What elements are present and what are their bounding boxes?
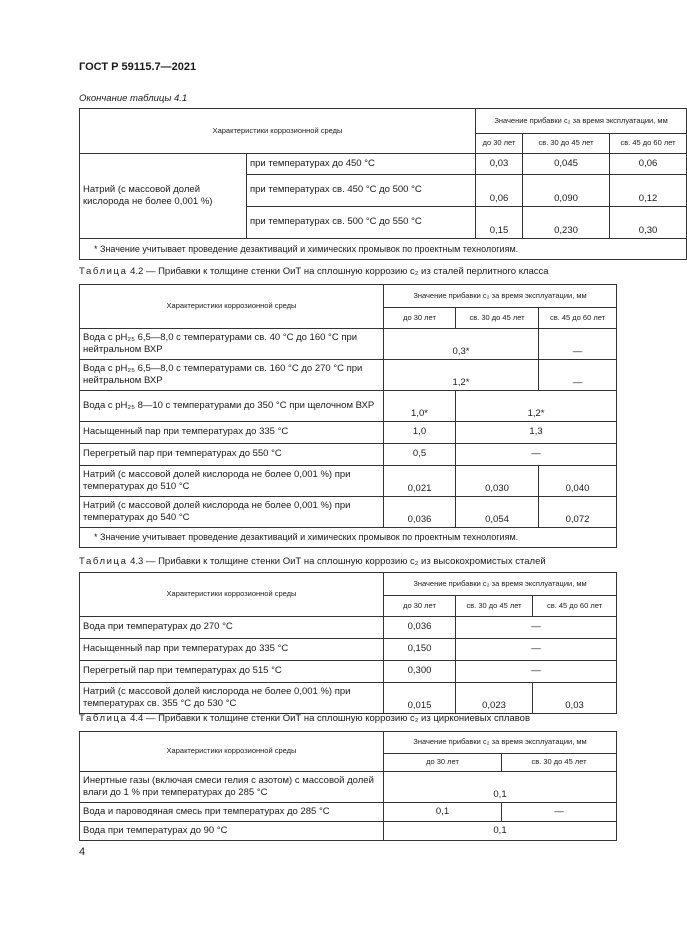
table-cell-value: 0,036: [384, 617, 456, 639]
table-cell-value: 0,021: [384, 466, 456, 497]
table-cell-value: 0,036: [384, 497, 456, 528]
table-header-period-3: св. 45 до 60 лет: [610, 134, 687, 154]
table-header-value: Значение прибавки c₂ за время эксплуатации, мм: [384, 573, 617, 596]
table-header-value: Значение прибавки c₂ за время эксплуатации, мм: [384, 732, 617, 754]
table-header-value: Значение прибавки c₂ за время эксплуатации, мм: [384, 285, 617, 308]
table-header-period-2: св. 30 до 45 лет: [456, 308, 539, 329]
table-header-period-1: до 30 лет: [384, 754, 502, 772]
table-caption-text: 4.2 — Прибавки к толщине стенки ОиТ на сплошную коррозию c₂ из сталей перлитного класса: [127, 266, 549, 277]
table-cell-value: 0,03: [476, 154, 523, 175]
table-header-period-2: св. 30 до 45 лет: [456, 596, 533, 617]
table-cell-environment: Перегретый пар при температурах до 515 °С: [80, 661, 384, 683]
table-cell-environment: Вода с pH₂₅ 6,5—8,0 с температурами св. 40 °С до 160 °С при нейтральном ВХР: [80, 329, 384, 360]
table-cell-value: 0,072: [539, 497, 617, 528]
table-cell-value: 0,045: [523, 154, 610, 175]
table-caption-text: 4.4 — Прибавки к толщине стенки ОиТ на сплошную коррозию c₂ из циркониевых сплавов: [127, 713, 531, 724]
table-cell-environment: Насыщенный пар при температурах до 335 °С: [80, 422, 384, 444]
table-cell-value: 1,2*: [384, 360, 539, 391]
table-cell-value: —: [539, 360, 617, 391]
table-row: [80, 444, 617, 466]
table-header-period-1: до 30 лет: [476, 134, 523, 154]
table-4-3: [79, 572, 617, 714]
table-cell-value: —: [502, 803, 617, 822]
table-row: [80, 822, 617, 841]
table-row: [80, 803, 617, 822]
table-cell-environment: Натрий (с массовой долей кислорода не более 0,001 %): [80, 154, 247, 239]
table-4-3-caption: [79, 556, 546, 567]
table-header-environment: Характеристики коррозионной среды: [80, 732, 384, 772]
table-cell-value: 0,15: [476, 207, 523, 239]
table-cell-value: 0,3*: [384, 329, 539, 360]
table-cell-value: 0,06: [610, 154, 687, 175]
table-cell-value: 0,015: [384, 683, 456, 714]
table-row: [80, 639, 617, 661]
table-cell-environment: Насыщенный пар при температурах до 335 °С: [80, 639, 384, 661]
table-4-1-caption: Окончание таблицы 4.1: [79, 93, 188, 104]
table-row: [80, 497, 617, 528]
table-caption-text: 4.3 — Прибавки к толщине стенки ОиТ на сплошную коррозию c₂ из высокохромистых сталей: [127, 556, 546, 567]
document-title: ГОСТ Р 59115.7—2021: [79, 61, 197, 73]
table-cell-value: 0,03: [533, 683, 617, 714]
table-cell-value: 0,300: [384, 661, 456, 683]
table-header-period-2: св. 30 до 45 лет: [502, 754, 617, 772]
table-4-2: [79, 284, 617, 548]
table-row: [80, 154, 687, 175]
table-4-2-caption: [79, 266, 549, 277]
table-label: Таблица: [79, 266, 128, 277]
table-4-4-caption: [79, 713, 530, 724]
table-cell-value: 0,090: [523, 175, 610, 207]
table-cell-value: 0,5: [384, 444, 456, 466]
table-cell-environment: Вода с pH₂₅ 6,5—8,0 с температурами св. 160 °С до 270 °С при нейтральном ВХР: [80, 360, 384, 391]
table-row: [80, 360, 617, 391]
table-row: [80, 617, 617, 639]
table-cell-value: 0,12: [610, 175, 687, 207]
table-header-environment: Характеристики коррозионной среды: [80, 285, 384, 329]
table-row: [80, 391, 617, 422]
table-header-period-2: св. 30 до 45 лет: [523, 134, 610, 154]
table-cell-environment: Вода при температурах до 90 °С: [80, 822, 384, 841]
table-cell-value: 0,230: [523, 207, 610, 239]
table-cell-value: 1,0: [384, 422, 456, 444]
table-cell-value: 0,1: [384, 822, 617, 841]
table-row: [80, 329, 617, 360]
table-header-environment: Характеристики коррозионной среды: [80, 573, 384, 617]
table-cell-value: 0,30: [610, 207, 687, 239]
table-cell-value: 1,2*: [456, 391, 617, 422]
table-row: [80, 772, 617, 803]
table-footnote: * Значение учитывает проведение дезактиваций и химических промывок по проектным технологиям.: [80, 528, 617, 548]
table-cell-value: 0,054: [456, 497, 539, 528]
table-cell-environment: Инертные газы (включая смеси гелия с азотом) с массовой долей влаги до 1 % при температурах до 285 °С: [80, 772, 384, 803]
table-header-environment: Характеристики коррозионной среды: [80, 109, 476, 154]
table-cell-environment: Натрий (с массовой долей кислорода не более 0,001 %) при температурах св. 355 °С до 530 °С: [80, 683, 384, 714]
table-header-period-3: св. 45 до 60 лет: [539, 308, 617, 329]
table-cell-condition: при температурах до 450 °С: [247, 154, 476, 175]
table-cell-environment: Натрий (с массовой долей кислорода не более 0,001 %) при температурах до 540 °С: [80, 497, 384, 528]
table-4-1: [79, 108, 687, 260]
table-header-period-3: св. 45 до 60 лет: [533, 596, 617, 617]
page-number: 4: [79, 846, 86, 858]
table-cell-value: 0,150: [384, 639, 456, 661]
table-cell-environment: Натрий (с массовой долей кислорода не более 0,001 %) при температурах до 510 °С: [80, 466, 384, 497]
table-cell-value: 0,1: [384, 803, 502, 822]
table-label: Таблица: [79, 556, 128, 567]
table-cell-value: 0,030: [456, 466, 539, 497]
table-cell-value: 0,023: [456, 683, 533, 714]
table-cell-environment: Вода и пароводяная смесь при температурах до 285 °С: [80, 803, 384, 822]
table-cell-value: —: [456, 661, 617, 683]
table-cell-value: 0,1: [384, 772, 617, 803]
table-cell-condition: при температурах св. 500 °С до 550 °С: [247, 207, 476, 239]
table-row: [80, 422, 617, 444]
table-header-value: Значение прибавки c₂ за время эксплуатации, мм: [476, 109, 687, 134]
table-cell-value: 1,0*: [384, 391, 456, 422]
table-cell-value: 1,3: [456, 422, 617, 444]
table-cell-environment: Вода при температурах до 270 °С: [80, 617, 384, 639]
table-cell-value: —: [456, 617, 617, 639]
table-cell-value: —: [456, 444, 617, 466]
table-cell-value: 0,06: [476, 175, 523, 207]
table-4-4: [79, 731, 617, 841]
table-cell-condition: при температурах св. 450 °С до 500 °С: [247, 175, 476, 207]
table-cell-environment: Перегретый пар при температурах до 550 °С: [80, 444, 384, 466]
table-row: [80, 683, 617, 714]
table-cell-value: —: [456, 639, 617, 661]
table-cell-value: 0,040: [539, 466, 617, 497]
table-footnote: * Значение учитывает проведение дезактиваций и химических промывок по проектным технологиям.: [80, 239, 687, 260]
table-header-period-1: до 30 лет: [384, 596, 456, 617]
table-row: [80, 466, 617, 497]
table-cell-value: —: [539, 329, 617, 360]
table-row: [80, 661, 617, 683]
table-header-period-1: до 30 лет: [384, 308, 456, 329]
table-cell-environment: Вода с pH₂₅ 8—10 с температурами до 350 °С при щелочном ВХР: [80, 391, 384, 422]
table-label: Таблица: [79, 713, 128, 724]
